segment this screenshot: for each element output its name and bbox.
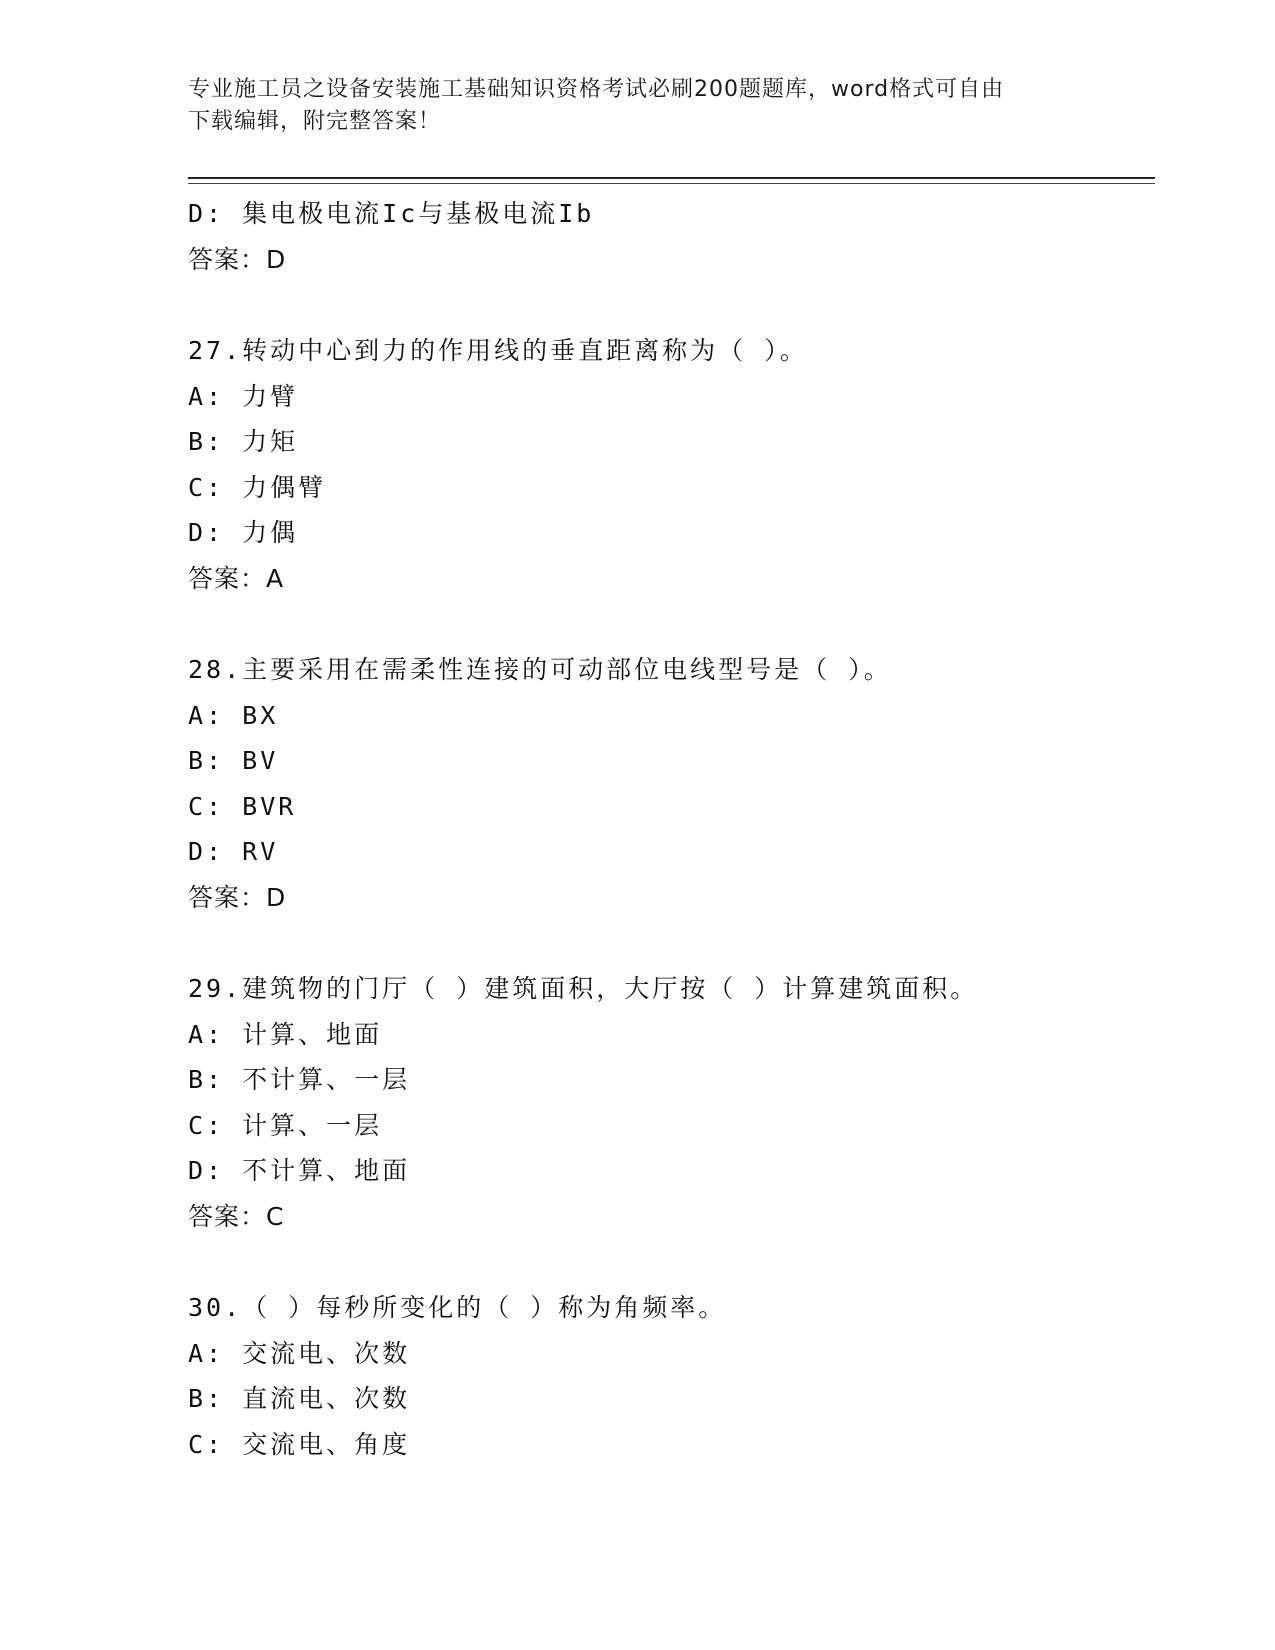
header-rule-thin [188,183,1155,184]
spacer [188,601,1155,647]
option-c: C: 力偶臂 [188,472,327,502]
option-d: D: 集电极电流Ic与基极电流Ib [188,199,595,228]
option-a: A: 交流电、次数 [188,1338,411,1368]
spacer [188,282,1155,328]
option-d: D: RV [188,837,279,866]
option-d: D: 力偶 [188,518,299,547]
option-a: A: 力臂 [188,381,299,411]
question-27 [188,328,1155,601]
option-c: C: BVR [188,791,297,821]
header-line-1: 专业施工员之设备安装施工基础知识资格考试必刷200题题库，word格式可自由 [188,77,1005,102]
option-b: B: 力矩 [188,427,299,456]
question-stem: 28.主要采用在需柔性连接的可动部位电线型号是（ ）。 [188,655,892,684]
question-29 [188,966,1155,1239]
option-a: A: BX [188,700,279,730]
option-b: B: 不计算、一层 [188,1065,411,1094]
option-d: D: 不计算、地面 [188,1156,411,1185]
answer: 答案：C [188,1201,285,1231]
question-stem: 30.（ ）每秒所变化的（ ）称为角频率。 [188,1293,727,1322]
spacer [188,920,1155,966]
option-b: B: BV [188,746,279,775]
question-30 [188,1285,1155,1467]
answer: 答案：D [188,244,287,274]
question-28 [188,647,1155,920]
question-stem: 27.转动中心到力的作用线的垂直距离称为（ ）。 [188,336,808,365]
answer: 答案：A [188,563,285,593]
option-a: A: 计算、地面 [188,1019,383,1049]
question-stem: 29.建筑物的门厅（ ）建筑面积，大厅按（ ）计算建筑面积。 [188,974,979,1003]
header-line-2: 下载编辑，附完整答案！ [188,109,442,134]
document-header [188,74,1088,138]
spacer [188,1239,1155,1285]
header-rule-thick [188,177,1155,179]
answer: 答案：D [188,882,287,912]
previous-question-tail [188,191,1155,282]
option-c: C: 交流电、角度 [188,1429,411,1459]
option-c: C: 计算、一层 [188,1110,383,1140]
question-list [188,191,1155,1467]
option-b: B: 直流电、次数 [188,1384,411,1413]
